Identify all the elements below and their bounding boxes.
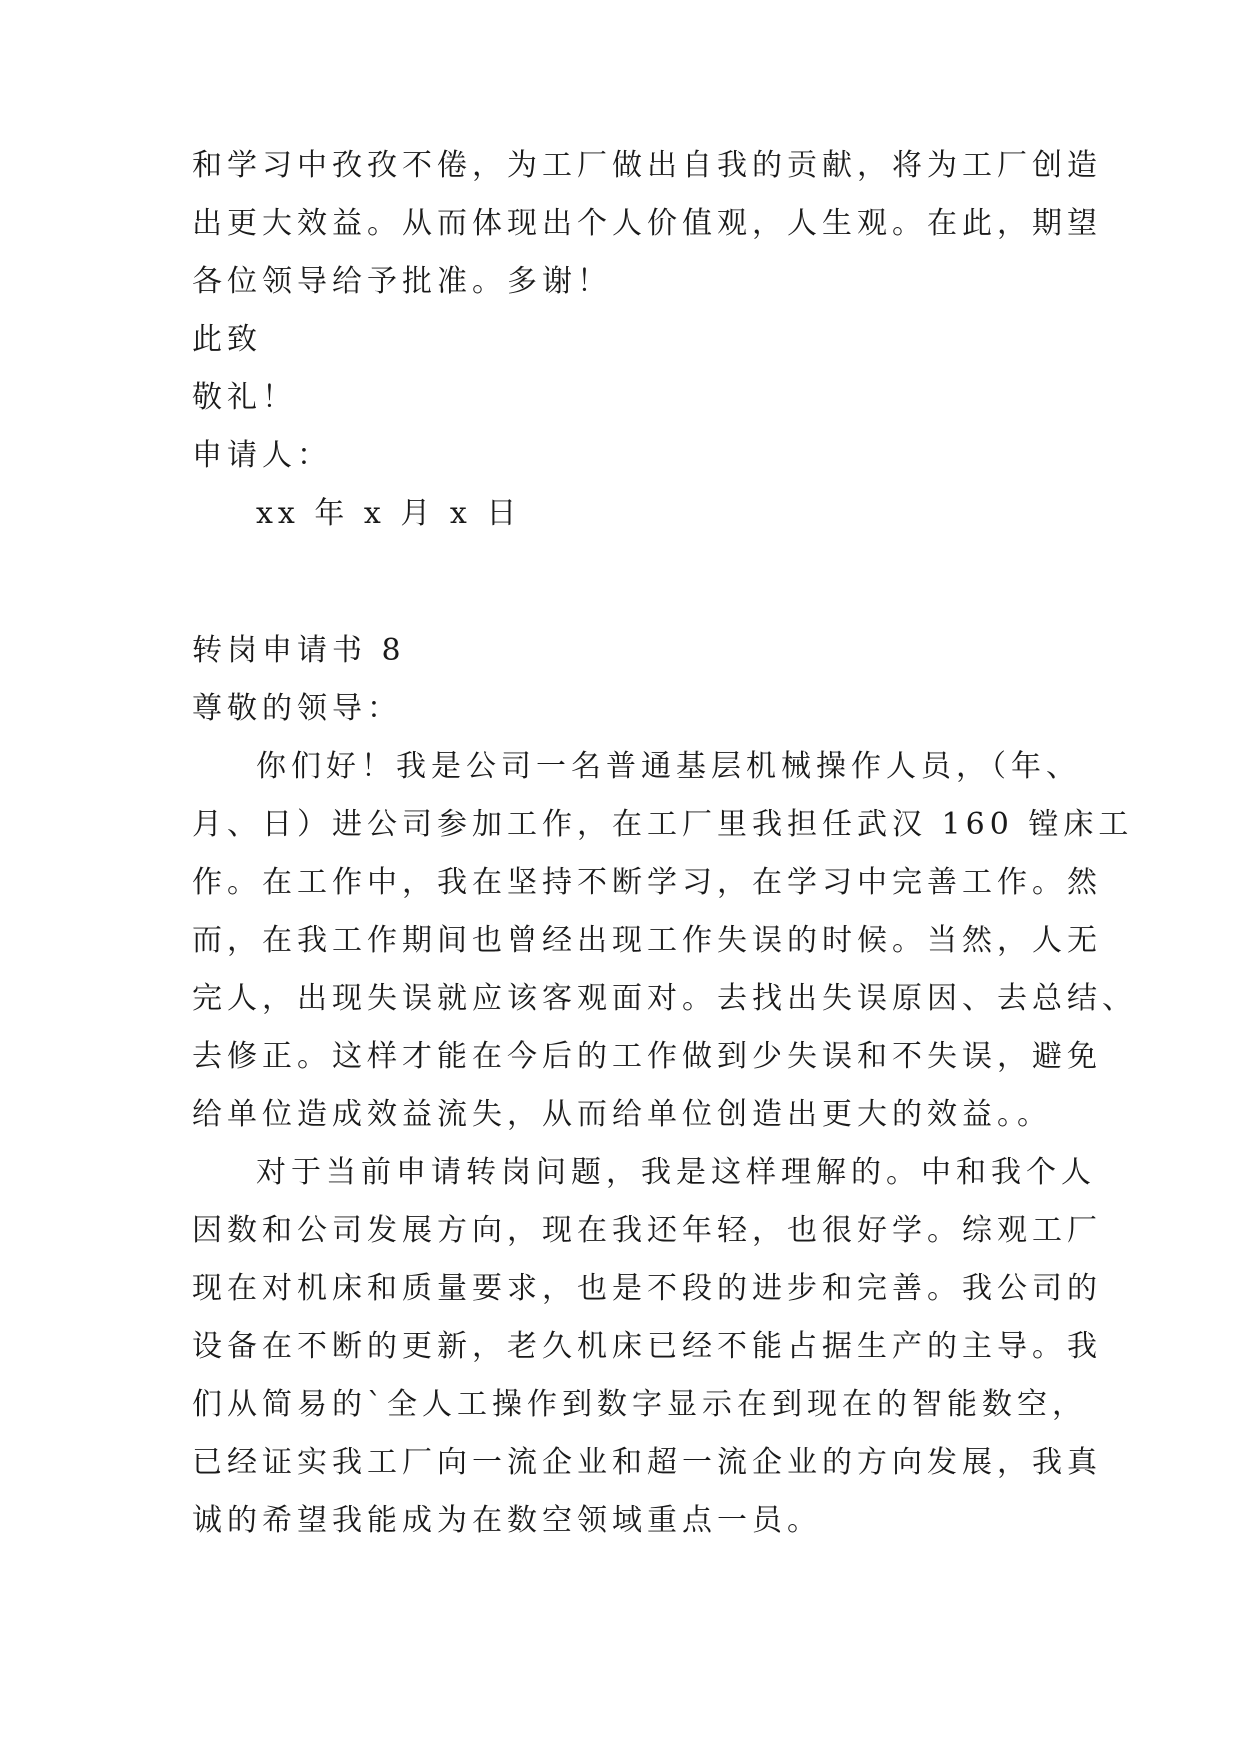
paragraph-line: 因数和公司发展方向，现在我还年轻，也很好学。综观工厂 bbox=[192, 1213, 1102, 1248]
top-paragraph bbox=[192, 137, 1102, 543]
salutation-jing-li: 敬礼！ bbox=[192, 380, 297, 415]
paragraph-line: 对于当前申请转岗问题，我是这样理解的。中和我个人 bbox=[256, 1155, 1096, 1190]
paragraph-line: 完人，出现失误就应该客观面对。去找出失误原因、去总结、 bbox=[192, 981, 1137, 1016]
paragraph-line: 们从简易的`全人工操作到数字显示在到现在的智能数空， bbox=[192, 1387, 1087, 1422]
paragraph-line: 各位领导给予批准。多谢！ bbox=[192, 264, 612, 299]
applicant-label: 申请人： bbox=[192, 438, 332, 473]
salutation-ci-zhi: 此致 bbox=[192, 322, 262, 357]
paragraph-line: 作。在工作中，我在坚持不断学习，在学习中完善工作。然 bbox=[192, 865, 1102, 900]
paragraph-line: 和学习中孜孜不倦，为工厂做出自我的贡献，将为工厂创造 bbox=[192, 148, 1102, 183]
paragraph-line: 月、日）进公司参加工作，在工厂里我担任武汉 160 镗床工 bbox=[192, 807, 1134, 842]
section-8 bbox=[192, 622, 1137, 1550]
date-line: xx 年 x 月 x 日 bbox=[256, 496, 522, 531]
paragraph-line: 去修正。这样才能在今后的工作做到少失误和不失误，避免 bbox=[192, 1039, 1102, 1074]
greeting: 尊敬的领导： bbox=[192, 691, 402, 726]
paragraph-line: 你们好！我是公司一名普通基层机械操作人员，（年、 bbox=[256, 749, 1081, 784]
paragraph-line: 而，在我工作期间也曾经出现工作失误的时候。当然，人无 bbox=[192, 923, 1102, 958]
paragraph-line: 出更大效益。从而体现出个人价值观，人生观。在此，期望 bbox=[192, 206, 1102, 241]
paragraph-line: 已经证实我工厂向一流企业和超一流企业的方向发展，我真 bbox=[192, 1445, 1102, 1480]
paragraph-line: 给单位造成效益流失，从而给单位创造出更大的效益。。 bbox=[192, 1097, 1052, 1132]
paragraph-line: 现在对机床和质量要求，也是不段的进步和完善。我公司的 bbox=[192, 1271, 1102, 1306]
paragraph-line: 设备在不断的更新，老久机床已经不能占据生产的主导。我 bbox=[192, 1329, 1102, 1364]
section-title: 转岗申请书 8 bbox=[192, 633, 406, 668]
paragraph-line: 诚的希望我能成为在数空领域重点一员。 bbox=[192, 1503, 822, 1538]
